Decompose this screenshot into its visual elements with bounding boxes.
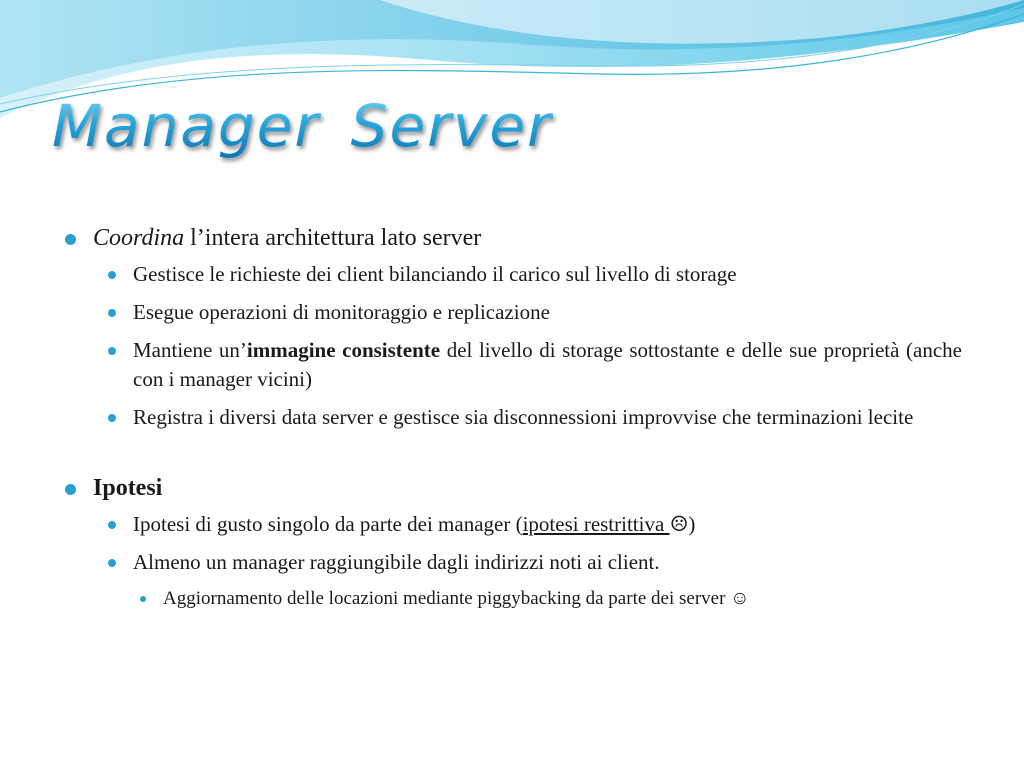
sub-bullet-esegue xyxy=(62,298,962,327)
sub-bullet-text: Registra i diversi data server e gestisce sia disconnessioni improvvise che terminazioni lecite xyxy=(133,405,914,429)
sub-bullet-text: Esegue operazioni di monitoraggio e replicazione xyxy=(133,300,550,324)
bullet-dot xyxy=(140,596,146,602)
mantiene-post: del livello di storage sottostante e delle sue proprietà (anche con i manager vicini) xyxy=(133,338,962,391)
bullet-dot xyxy=(65,484,76,495)
coordina-text: l’intera architettura lato server xyxy=(184,225,482,251)
sub-bullet-text: Gestisce le richieste dei client bilanciando il carico sul livello di storage xyxy=(133,262,737,286)
sub-bullet-gestisce xyxy=(62,260,962,289)
bullet-dot xyxy=(65,234,76,245)
slide-title: Manager Server xyxy=(52,92,553,160)
smile-emoticon-icon: ☺ xyxy=(730,588,750,609)
sub-bullet-mantiene xyxy=(62,336,962,394)
bullet-dot xyxy=(108,414,116,422)
bullet-dot xyxy=(108,521,116,529)
bullet-dot xyxy=(108,271,116,279)
coordina-emphasis: Coordina xyxy=(93,225,185,251)
frown-emoticon-icon: ☹ xyxy=(669,512,689,536)
sub-bullet-text: Almeno un manager raggiungibile dagli indirizzi noti ai client. xyxy=(133,550,660,574)
bullet-list xyxy=(62,222,962,612)
mantiene-bold: immagine consistente xyxy=(246,338,441,362)
sub-bullet-almeno xyxy=(62,548,962,577)
sub-bullet-gusto-singolo xyxy=(62,510,962,539)
ipotesi-restrittiva-link[interactable]: ipotesi restrittiva xyxy=(522,512,670,536)
bullet-dot xyxy=(108,347,116,355)
bullet-dot xyxy=(108,559,116,567)
gusto-pre: Ipotesi di gusto singolo da parte dei manager ( xyxy=(133,512,523,536)
ipotesi-heading: Ipotesi xyxy=(93,475,163,501)
gusto-post: ) xyxy=(688,512,696,536)
bullet-coordina xyxy=(62,222,962,254)
bullet-ipotesi xyxy=(62,472,962,504)
sub-sub-bullet-aggiornamento xyxy=(62,586,962,612)
mantiene-pre: Mantiene un’ xyxy=(133,338,247,362)
bullet-dot xyxy=(108,309,116,317)
sub-bullet-registra xyxy=(62,403,962,432)
aggiornamento-text: Aggiornamento delle locazioni mediante piggybacking da parte dei server xyxy=(163,588,731,609)
